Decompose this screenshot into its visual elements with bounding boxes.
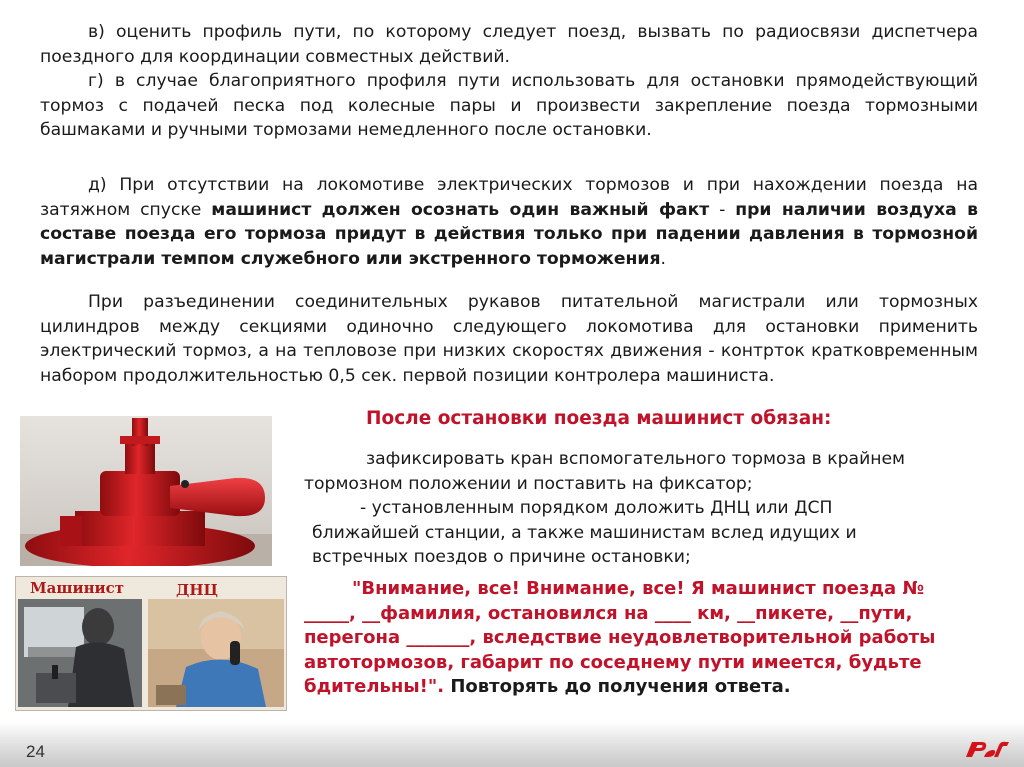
duty-line-3: - установленным порядком доложить ДНЦ или ДСП — [360, 498, 833, 518]
announcement-line-3: перегона _______, вследствие неудовлетворительной работы — [304, 627, 936, 648]
paragraph-d — [40, 173, 978, 271]
section-heading: После остановки поезда машинист обязан: — [366, 408, 832, 429]
paragraph-g-text: г) в случае благоприятного профиля пути использовать для остановки прямодействующий тормоз с подачей песка под колесные пары и произвести закрепление поезда тормозными башмаками и ручными тормозами немедленного после остановки. — [40, 71, 978, 140]
duty-line-2: тормозном положении и поставить на фиксатор; — [304, 473, 753, 494]
duty-line-4: ближайшей станции, а также машинистам вслед идущих и — [312, 522, 857, 543]
brake-valve-photo — [20, 416, 272, 566]
brake-valve-illustration — [20, 416, 272, 566]
caption-dispatcher: ДНЦ — [176, 581, 219, 599]
announcement-line-1: "Внимание, все! Внимание, все! Я машинист поезда № — [352, 578, 925, 599]
announcement-end: бдительны!". — [304, 676, 445, 697]
announcement-line-5 — [304, 675, 994, 700]
footer-bar — [0, 722, 1024, 767]
paragraph-v-text: в) оценить профиль пути, по которому следует поезд, вызвать по радиосвязи диспетчера поездного для координации совместных действий. — [40, 22, 978, 67]
duty-line-1: зафиксировать кран вспомогательного тормоза в крайнем — [366, 449, 906, 469]
rzd-logo-icon — [962, 737, 1012, 761]
page-number: 24 — [26, 742, 45, 761]
driver-dispatcher-photo — [15, 576, 287, 711]
duties-block — [304, 447, 994, 570]
paragraph-d-bold-rule: при наличии воздуха в составе поезда его тормоза придут в действия только при падении давления в тормозной магистрали темпом служебного или экстренного торможения — [40, 199, 978, 269]
paragraph-disconnect — [40, 290, 978, 388]
paragraph-disconnect-text: При разъединении соединительных рукавов питательной магистрали или тормозных цилиндров между секциями одиночно следующего локомотива для остановки применить электрический тормоз, а на тепловозе при низких скоростях движения - контрток кратковременным набором продолжительностью 0,5 сек. первой позиции контролера машиниста. — [40, 292, 978, 386]
duty-line-5: встречных поездов о причине остановки; — [312, 547, 691, 567]
repeat-instruction: Повторять до получения ответа. — [444, 676, 791, 697]
paragraph-d-end: . — [660, 248, 666, 269]
announcement-line-2: _____, __фамилия, остановился на ____ км, __пикете, __пути, — [304, 602, 913, 624]
paragraph-d-dash: - — [709, 199, 736, 220]
radio-announcement — [304, 577, 994, 700]
paragraph-d-start: д) При отсутствии на локомотиве электрических тормозов и при нахождении поезда на затяжном спуске — [40, 175, 978, 220]
announcement-line-4: автотормозов, габарит по соседнему пути имеется, будьте — [304, 651, 922, 673]
paragraph-v — [40, 20, 978, 69]
caption-driver: Машинист — [30, 579, 125, 597]
paragraph-d-bold-fact: машинист должен осознать один важный факт — [211, 199, 710, 220]
paragraph-g — [40, 69, 978, 143]
